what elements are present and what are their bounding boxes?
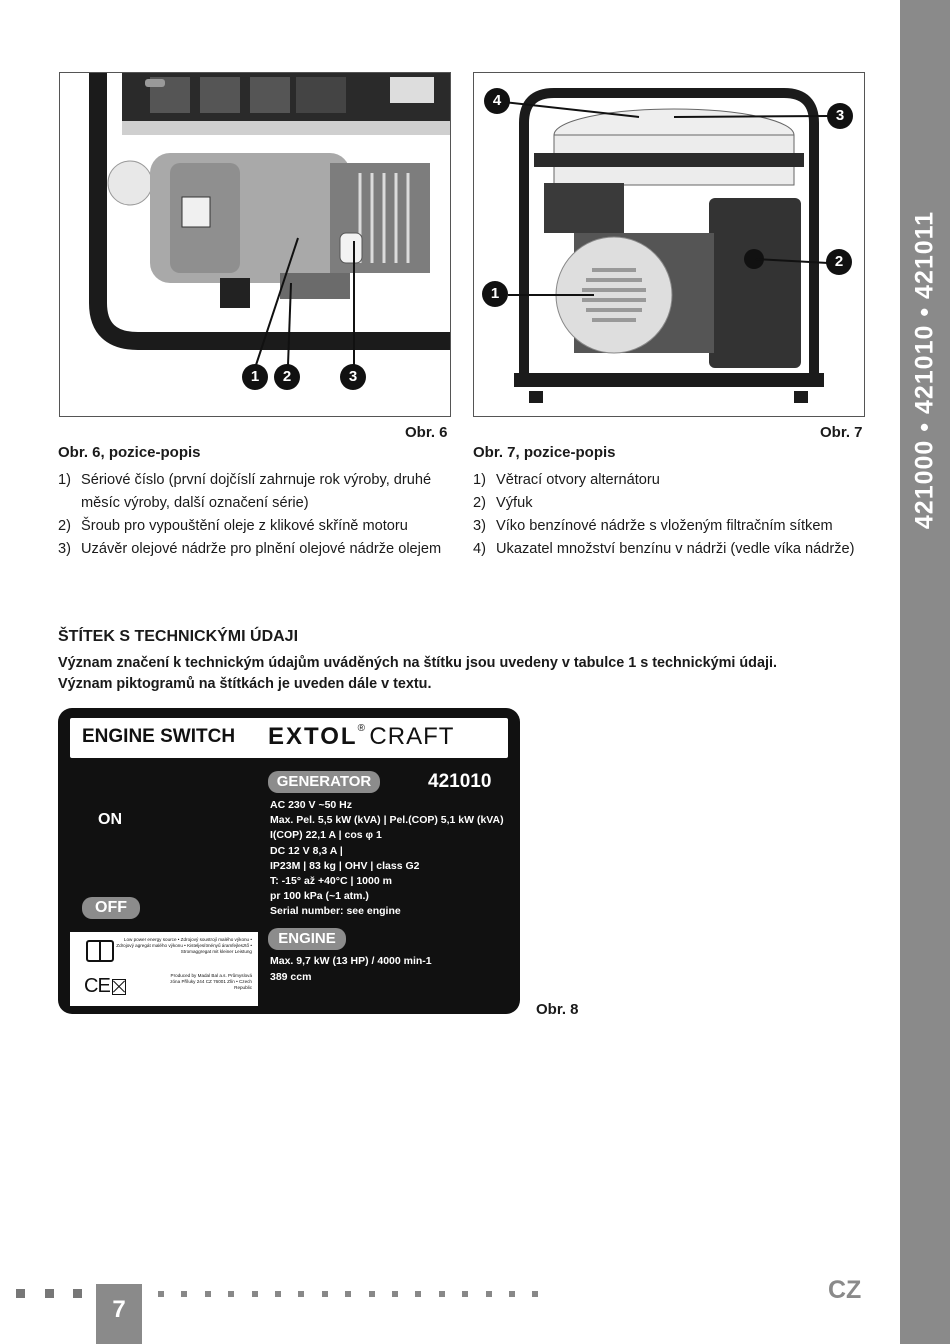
engine-line: 389 ccm — [270, 970, 312, 983]
figure-8-label: Obr. 8 — [536, 1001, 579, 1018]
fig7-callout-4: 4 — [484, 88, 510, 114]
footer-dot — [275, 1291, 281, 1297]
fig7-callout-1: 1 — [482, 281, 508, 307]
footer-dot — [322, 1291, 328, 1297]
footer-dot — [252, 1291, 258, 1297]
model-number: 421010 — [428, 771, 492, 792]
fig6-callout-3: 3 — [340, 364, 366, 390]
brand-suffix: CRAFT — [369, 723, 455, 750]
footer-dot — [205, 1291, 211, 1297]
spec-line: AC 230 V ~50 Hz — [270, 799, 353, 811]
side-tab — [900, 0, 950, 1344]
footer-dot — [228, 1291, 234, 1297]
figure-7-image — [473, 72, 865, 417]
off-badge: OFF — [82, 897, 140, 919]
footer-dot — [298, 1291, 304, 1297]
section-heading: ŠTÍTEK S TECHNICKÝMI ÚDAJI — [58, 628, 299, 645]
footer-dot — [181, 1291, 187, 1297]
footer-dot — [345, 1291, 351, 1297]
engine-badge: ENGINE — [268, 928, 346, 950]
footer-dot — [532, 1291, 538, 1297]
energy-source-text: Low power energy source • Zdrojový soustrojí malého výkonu • Zdrojový agregát malého výkonu • Kisteljesítményű áramfejlesztő • Stromaggregat mit kleiner Leistung — [116, 937, 252, 954]
figure-6-title: Obr. 6, pozice-popis — [58, 444, 201, 461]
figure-6-label: Obr. 6 — [405, 424, 448, 441]
fig7-callout-3: 3 — [827, 103, 853, 129]
list-item: 3) Víko benzínové nádrže s vloženým filtračním sítkem — [473, 518, 833, 534]
intro-line-2: Význam piktogramů na štítkách je uveden dále v textu. — [58, 676, 432, 692]
page-number: 7 — [112, 1296, 126, 1323]
book-icon — [86, 940, 114, 962]
list-item: 2) Výfuk — [473, 495, 533, 511]
generator-front-photo — [474, 73, 864, 416]
engine-line: Max. 9,7 kW (13 HP) / 4000 min-1 — [270, 955, 432, 967]
brand-registered: ® — [357, 723, 365, 734]
footer-dot — [486, 1291, 492, 1297]
spec-line: Serial number: see engine — [270, 905, 401, 918]
fig7-callout-2: 2 — [826, 249, 852, 275]
figure-6-list — [58, 469, 453, 561]
model-numbers: 421000 • 421010 • 421011 — [910, 210, 939, 530]
plate-header — [70, 718, 508, 758]
spec-line: Max. Pel. 5,5 kW (kVA) | Pel.(COP) 5,1 kW (kVA) — [270, 814, 504, 827]
footer-dot — [509, 1291, 515, 1297]
language-code: CZ — [828, 1276, 862, 1304]
brand-logo — [268, 723, 454, 751]
page-number-box — [96, 1284, 142, 1344]
spec-line: IP23M | 83 kg | OHV | class G2 — [270, 859, 420, 872]
list-item: 3) Uzávěr olejové nádrže pro plnění olejové nádrže olejem — [58, 541, 442, 557]
engine-specs — [270, 954, 432, 985]
spec-line: pr 100 kPa (~1 atm.) — [270, 890, 369, 903]
spec-line: DC 12 V 8,3 A | — [270, 844, 343, 857]
on-label: ON — [98, 811, 122, 828]
footer-dot — [439, 1291, 445, 1297]
footer-dot — [415, 1291, 421, 1297]
footer-dot — [462, 1291, 468, 1297]
brand-name: EXTOL — [268, 723, 358, 750]
section-intro — [58, 653, 777, 695]
rating-plate — [58, 708, 520, 1014]
ce-mark: CE — [84, 975, 110, 997]
engine-switch-label: ENGINE SWITCH — [82, 726, 236, 747]
plate-info-box — [70, 932, 258, 1006]
list-item: 2) Šroub pro vypouštění oleje z klikové skříně motoru — [58, 518, 408, 534]
spec-line: T: -15° až +40°C | 1000 m — [270, 875, 392, 888]
figure-7-label: Obr. 7 — [820, 424, 863, 441]
footer-square — [16, 1289, 25, 1298]
list-item: 1) Větrací otvory alternátoru — [473, 472, 660, 488]
footer-square — [45, 1289, 54, 1298]
producer-text: Produced by Madal Bal a.s. Průmyslová zóna Příluky 244 CZ 76001 Zlín • Czech Republic — [170, 973, 252, 990]
figure-7-title: Obr. 7, pozice-popis — [473, 444, 616, 461]
figure-7-list — [473, 469, 873, 561]
footer-square — [73, 1289, 82, 1298]
generator-badge: GENERATOR — [268, 771, 380, 793]
intro-line-1: Význam značení k technickým údajům uváděných na štítku jsou uvedeny v tabulce 1 s technickými údaji. — [58, 655, 777, 671]
footer-dot — [392, 1291, 398, 1297]
fig6-callout-1: 1 — [242, 364, 268, 390]
weee-bin-icon — [112, 979, 126, 995]
footer-dot — [158, 1291, 164, 1297]
list-item: 1) Sériové číslo (první dojčíslí zahrnuje rok výroby, druhé měsíc výroby, další označení série) — [58, 472, 432, 511]
fig6-callout-2: 2 — [274, 364, 300, 390]
spec-line: I(COP) 22,1 A | cos φ 1 — [270, 829, 382, 842]
generator-specs — [270, 798, 504, 920]
list-item: 4) Ukazatel množství benzínu v nádrži (vedle víka nádrže) — [473, 541, 855, 557]
footer-dot — [369, 1291, 375, 1297]
